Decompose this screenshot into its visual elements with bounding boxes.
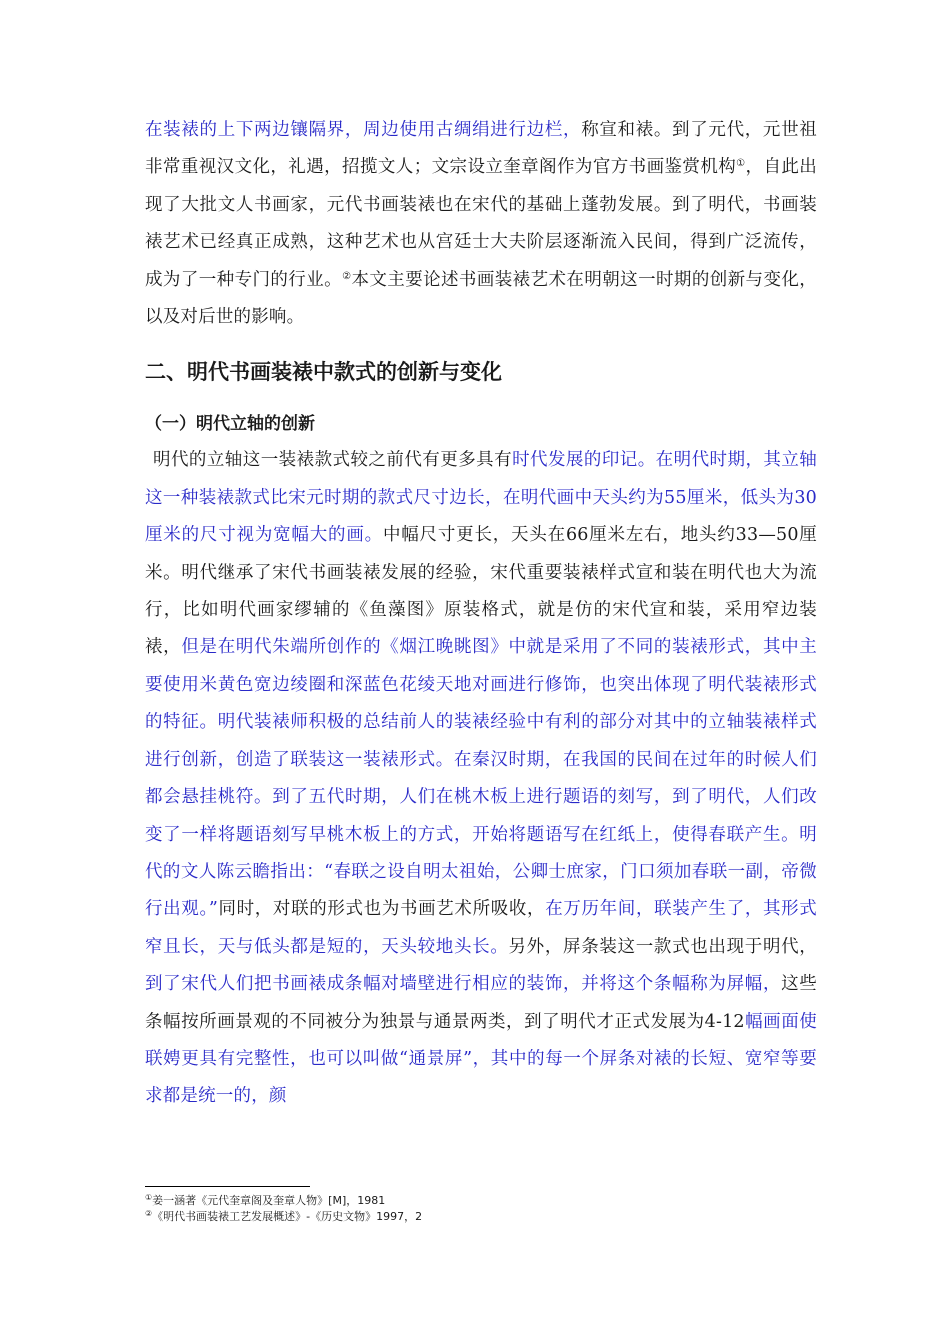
highlighted-text: 在装裱的上下两边镶隔界，周边使用古绸绢进行边栏， xyxy=(145,120,582,140)
intro-paragraph xyxy=(145,112,817,336)
body-text: 明代的立轴这一装裱款式较之前代有更多具有 xyxy=(153,450,513,471)
footnote-divider xyxy=(145,1186,310,1187)
highlighted-text: 在万历年间，联装产生了，其形式窄且长，天与低头都是短的，天头较地头长。 xyxy=(145,899,818,957)
body-text: 同时，对联的形式也为书画艺术所吸收， xyxy=(218,899,546,920)
highlighted-text: 到了宋代人们把书画裱成条幅对墙壁进行相应的装饰，并将这个条幅称为屏幅， xyxy=(145,974,782,995)
section-heading: 二、明代书画装裱中款式的创新与变化 xyxy=(145,360,502,385)
highlighted-text: 时代发展的印记。在明代时期，其立轴这一种装裱款式比宋元时期的款式尺寸边长，在明代画中天头约为55厘米，低头为30厘米的尺寸视为宽幅大的画。 xyxy=(145,450,818,546)
body-text: ，自此出现了大批文人书画家，元代书画装裱也在宋代的基础上蓬勃发展。到了明代，书画装裱艺术已经真正成熟，这种艺术也从宫廷士大夫阶层逐渐流入民间，得到广泛流传，成为了一种专门的行业。 xyxy=(145,157,817,290)
subsection-heading: （一）明代立轴的创新 xyxy=(145,414,315,435)
body-text: 称宣和裱。到了元代，元世祖非常重视汉文化，礼遇，招揽文人；文宗设立奎章阁作为官方书画鉴赏机构 xyxy=(145,120,817,178)
highlighted-text: 但是在明代朱端所创作的《烟江晚眺图》中就是采用了不同的装裱形式，其中主要使用米黄色宽边绫圈和深蓝色花绫天地对画进行修饰，也突出体现了明代装裱形式的特征。明代装裱师积极的总结前人的装裱经验中有利的部分对其中的立轴装裱样式进行创新，创造了联装这一装裱形式。在秦汉时期，在我国的民间在过年的时候人们都会悬挂桃符。到了五代时期，人们在桃木板上进行题语的刻写，到了明代，人们改变了一样将题语刻写早桃木板上的方式，开始将题语写在红纸上，使得春联产生。明代的文人陈云瞻指出：“春联之设自明太祖始，公卿士庶家，门口须加春联一副，帝微行出观。” xyxy=(145,637,818,920)
main-content xyxy=(145,112,817,1116)
body-text: 中幅尺寸更长，天头在66厘米左右，地头约33—50厘米。明代继承了宋代书画装裱发展的经验，宋代重要装裱样式宣和装在明代也大为流行，比如明代画家缪辅的《鱼藻图》原装格式，就是仿的宋代宣和装，采用窄边装裱， xyxy=(145,525,817,658)
body-paragraph xyxy=(145,442,817,1115)
footnote-ref-2[interactable]: ② xyxy=(342,270,352,282)
body-text: 另外，屏条装这一款式也出现于明代， xyxy=(508,936,817,957)
footnotes xyxy=(145,1186,817,1225)
body-text: 本文主要论述书画装裱艺术在明朝这一时期的创新与变化，以及对后世的影响。 xyxy=(145,269,818,328)
footnote-mark: ② xyxy=(145,1209,153,1218)
footnote-mark: ① xyxy=(145,1193,153,1202)
footnote-ref-1[interactable]: ① xyxy=(736,158,746,170)
footnote-text: 姜一涵著《元代奎章阁及奎章人物》[M]，1981 xyxy=(152,1194,386,1207)
footnote-text: 《明代书画装裱工艺发展概述》-《历史文物》1997，2 xyxy=(152,1210,423,1223)
highlighted-text: 幅画面使联娉更具有完整性，也可以叫做“通景屏”，其中的每一个屏条对裱的长短、宽窄等要求都是统一的，颜 xyxy=(145,1011,817,1107)
footnote-1 xyxy=(145,1193,817,1209)
footnote-2 xyxy=(145,1209,817,1225)
body-text: 这些条幅按所画景观的不同被分为独景与通景两类，到了明代才正式发展为4-12 xyxy=(145,974,817,1032)
